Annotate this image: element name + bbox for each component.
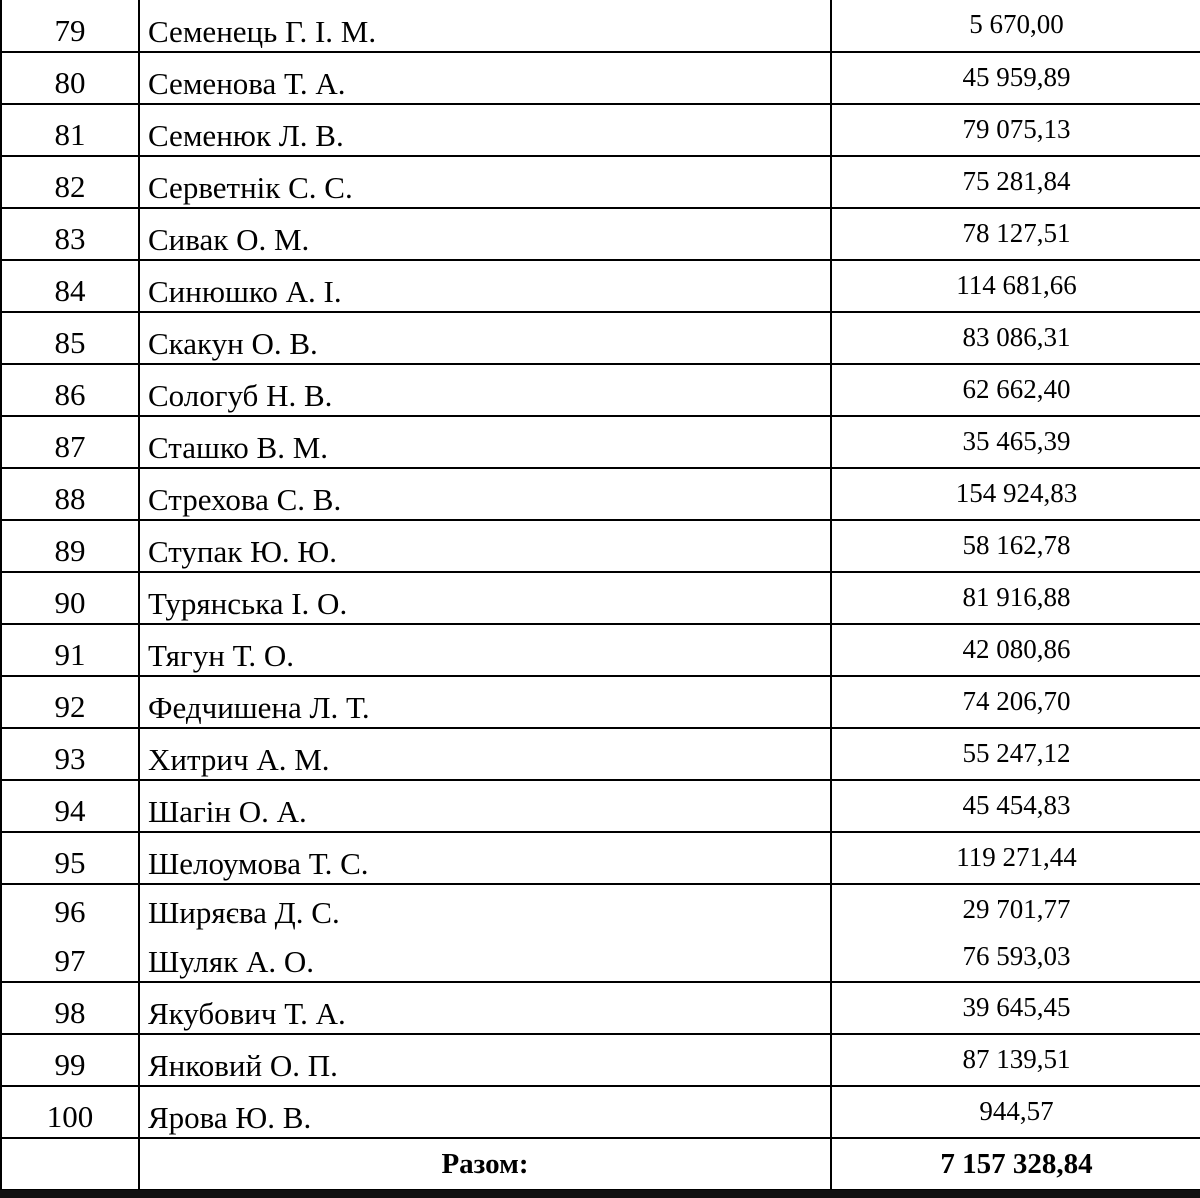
employee-name-cell: Янковий О. П.	[139, 1034, 831, 1086]
row-number-cell: 79	[1, 0, 139, 52]
total-label: Разом:	[139, 1138, 831, 1190]
amount-cell: 75 281,84	[831, 156, 1200, 208]
amount-cell: 74 206,70	[831, 676, 1200, 728]
employee-name-cell: Семенець Г. І. М.	[139, 0, 831, 52]
table-row	[1, 104, 1200, 156]
employee-name-cell: Шелоумова Т. С.	[139, 832, 831, 884]
table-row	[1, 364, 1200, 416]
table-row	[1, 52, 1200, 104]
row-number-cell: 86	[1, 364, 139, 416]
table-row	[1, 572, 1200, 624]
amount-cell: 81 916,88	[831, 572, 1200, 624]
amount-cell: 114 681,66	[831, 260, 1200, 312]
amount-cell: 83 086,31	[831, 312, 1200, 364]
employee-name-cell: Турянська І. О.	[139, 572, 831, 624]
table-row	[1, 728, 1200, 780]
row-number-cell: 85	[1, 312, 139, 364]
amount-cell: 5 670,00	[831, 0, 1200, 52]
employee-name-cell: Семенюк Л. В.	[139, 104, 831, 156]
amount-cell: 55 247,12	[831, 728, 1200, 780]
row-number-cell: 97	[1, 932, 139, 982]
employee-name-cell: Ярова Ю. В.	[139, 1086, 831, 1138]
employee-name-cell: Ширяєва Д. С.	[139, 884, 831, 932]
employee-name-cell: Шагін О. А.	[139, 780, 831, 832]
amount-cell: 29 701,77	[831, 884, 1200, 932]
employee-name-cell: Серветнік С. С.	[139, 156, 831, 208]
row-number-cell: 89	[1, 520, 139, 572]
employee-name-cell: Семенова Т. А.	[139, 52, 831, 104]
row-number-cell: 100	[1, 1086, 139, 1138]
table-row	[1, 468, 1200, 520]
row-number-cell: 93	[1, 728, 139, 780]
table-row	[1, 1086, 1200, 1138]
row-number-cell: 99	[1, 1034, 139, 1086]
amount-cell: 79 075,13	[831, 104, 1200, 156]
amount-cell: 78 127,51	[831, 208, 1200, 260]
amount-cell: 119 271,44	[831, 832, 1200, 884]
employee-name-cell: Федчишена Л. Т.	[139, 676, 831, 728]
amount-cell: 45 454,83	[831, 780, 1200, 832]
amount-cell: 39 645,45	[831, 982, 1200, 1034]
row-number-cell: 94	[1, 780, 139, 832]
row-number-cell: 95	[1, 832, 139, 884]
total-amount: 7 157 328,84	[831, 1138, 1200, 1190]
table-row	[1, 832, 1200, 884]
table-row	[1, 0, 1200, 52]
employee-name-cell: Сивак О. М.	[139, 208, 831, 260]
employee-name-cell: Хитрич А. М.	[139, 728, 831, 780]
table-row	[1, 156, 1200, 208]
table-row	[1, 624, 1200, 676]
employee-name-cell: Стрехова С. В.	[139, 468, 831, 520]
employee-name-cell: Якубович Т. А.	[139, 982, 831, 1034]
employee-name-cell: Сташко В. М.	[139, 416, 831, 468]
table-row	[1, 260, 1200, 312]
page-bottom-edge	[0, 1190, 1200, 1198]
amount-cell: 58 162,78	[831, 520, 1200, 572]
employee-name-cell: Скакун О. В.	[139, 312, 831, 364]
amount-cell: 42 080,86	[831, 624, 1200, 676]
table-row	[1, 884, 1200, 932]
amount-cell: 87 139,51	[831, 1034, 1200, 1086]
amount-cell: 62 662,40	[831, 364, 1200, 416]
row-number-cell: 92	[1, 676, 139, 728]
table-row	[1, 932, 1200, 982]
table-row	[1, 208, 1200, 260]
row-number-cell: 96	[1, 884, 139, 932]
amount-cell: 154 924,83	[831, 468, 1200, 520]
amount-cell: 35 465,39	[831, 416, 1200, 468]
amount-cell: 944,57	[831, 1086, 1200, 1138]
row-number-cell: 87	[1, 416, 139, 468]
row-number-cell: 84	[1, 260, 139, 312]
row-number-cell: 80	[1, 52, 139, 104]
employee-name-cell: Тягун Т. О.	[139, 624, 831, 676]
table-row	[1, 676, 1200, 728]
table-row	[1, 780, 1200, 832]
row-number-cell: 83	[1, 208, 139, 260]
table-row	[1, 312, 1200, 364]
amount-cell: 45 959,89	[831, 52, 1200, 104]
employee-name-cell: Сологуб Н. В.	[139, 364, 831, 416]
total-empty-cell	[1, 1138, 139, 1190]
table-row	[1, 520, 1200, 572]
table-row	[1, 416, 1200, 468]
row-number-cell: 90	[1, 572, 139, 624]
table-row	[1, 1034, 1200, 1086]
row-number-cell: 88	[1, 468, 139, 520]
row-number-cell: 82	[1, 156, 139, 208]
employee-name-cell: Ступак Ю. Ю.	[139, 520, 831, 572]
table-row	[1, 982, 1200, 1034]
amount-cell: 76 593,03	[831, 932, 1200, 982]
row-number-cell: 91	[1, 624, 139, 676]
row-number-cell: 98	[1, 982, 139, 1034]
total-row	[1, 1138, 1200, 1190]
table-body	[1, 0, 1200, 1190]
employee-name-cell: Шуляк А. О.	[139, 932, 831, 982]
employee-name-cell: Синюшко А. І.	[139, 260, 831, 312]
row-number-cell: 81	[1, 104, 139, 156]
